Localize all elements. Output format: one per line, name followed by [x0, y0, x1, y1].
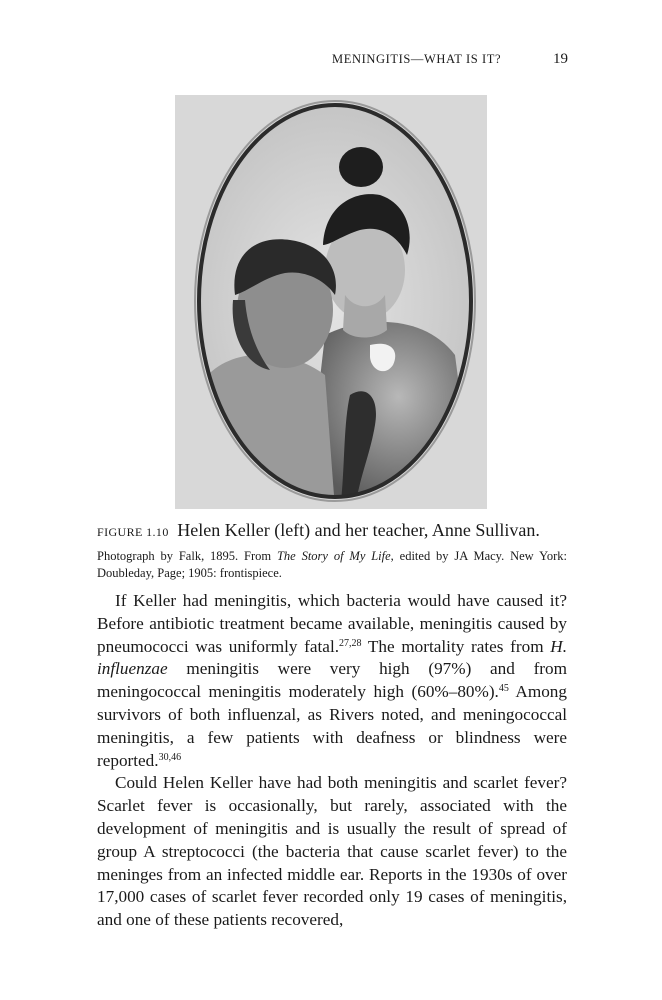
body-text — [97, 590, 567, 932]
paragraph-1 — [97, 590, 567, 772]
credit-suffix: , edited by JA Macy. New York: Doubleday, Page; 1905: frontispiece. — [97, 549, 567, 580]
figure-caption — [97, 518, 567, 582]
caption-title-line — [97, 518, 567, 544]
p1-text-2: The mortality rates from — [361, 636, 551, 656]
footnote-ref: 45 — [498, 683, 509, 695]
paragraph-2: Could Helen Keller have had both meningitis and scarlet fever? Scarlet fever is occasionally, but rarely, associated with the development of meningitis and is usually the result of spread of group A streptococci (the bacteria that cause scarlet fever) to the meninges from an infected middle ear. Reports in the 1930s of over 17,000 cases of scarlet fever recorded only 19 cases of meningitis, and one of these patients recovered, — [97, 773, 567, 930]
figure-title: Helen Keller (left) and her teacher, Anne Sullivan. — [177, 520, 540, 540]
vignette-portrait-image — [175, 95, 487, 509]
p1-text-1: If Keller had meningitis, which bacteria would have caused it? Before antibiotic treatment became available, meningitis caused by pneumococci was uniformly fatal. — [97, 591, 567, 656]
caption-credit — [97, 548, 567, 582]
figure-label: FIGURE 1.10 — [97, 525, 169, 539]
p1-text-3: meningitis were very high (97%) and from meningococcal meningitis moderately high (60%–80%). — [97, 659, 567, 702]
p1-text-4: Among survivors of both influenzal, as Rivers noted, and meningococcal meningitis, a few patients with deafness or blindness were reported. — [97, 682, 567, 770]
credit-prefix: Photograph by Falk, 1895. From — [97, 549, 277, 563]
footnote-ref: 30,46 — [158, 751, 182, 763]
running-title: MENINGITIS—WHAT IS IT? — [332, 52, 502, 66]
figure-photograph — [175, 95, 487, 509]
page-number: 19 — [553, 51, 568, 67]
footnote-ref: 27,28 — [339, 637, 362, 649]
credit-book-title: The Story of My Life — [276, 549, 391, 563]
species-name: H. influenzae — [97, 636, 567, 679]
